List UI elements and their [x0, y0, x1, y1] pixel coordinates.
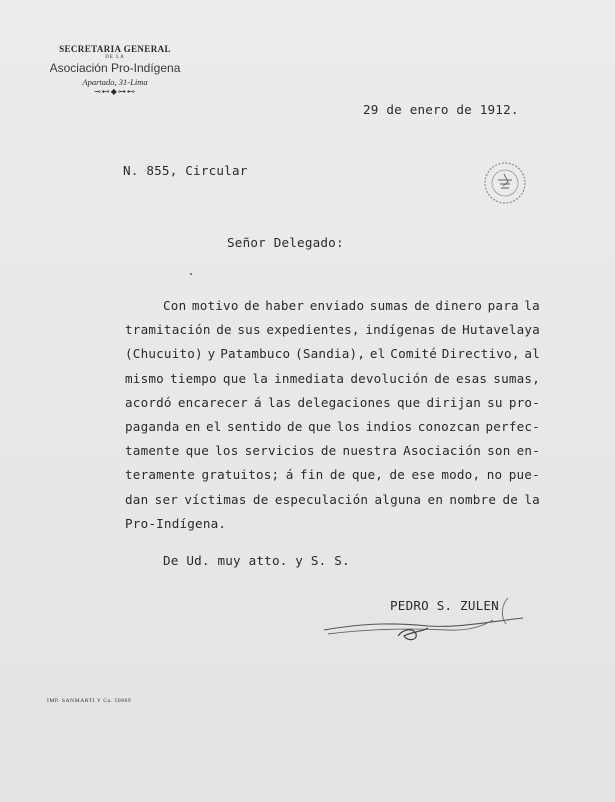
body-word: indios: [365, 418, 413, 434]
body-word: las: [267, 394, 292, 410]
body-word: dinero: [435, 298, 483, 313]
letterhead: [40, 44, 190, 96]
body-line: [125, 318, 540, 342]
body-word: pue-: [508, 467, 540, 483]
body-word: en: [184, 418, 201, 434]
body-word: los: [215, 443, 239, 459]
body-word: indígenas: [365, 322, 436, 338]
body-word: son: [487, 443, 511, 459]
body-word: motivo: [191, 298, 239, 313]
body-word: ser: [154, 491, 179, 507]
letter-body: [125, 294, 540, 536]
signer-name: PEDRO S. ZULEN: [390, 598, 499, 613]
body-word: la: [524, 491, 540, 507]
body-line: [125, 294, 540, 318]
body-word: Pro-Indígena.: [125, 515, 227, 531]
body-word: de: [434, 370, 450, 386]
body-word: dirijan: [426, 394, 481, 410]
body-word: de: [440, 322, 457, 338]
body-word: ese: [411, 467, 435, 483]
body-line: [125, 415, 540, 439]
body-word: que: [307, 418, 332, 434]
body-word: acordó: [125, 394, 172, 410]
body-word: dan: [125, 491, 149, 507]
body-word: sentido: [227, 418, 282, 434]
body-word: nuestra: [342, 443, 398, 459]
body-word: de: [244, 298, 260, 313]
body-word: sus: [237, 322, 261, 338]
salutation: Señor Delegado:: [227, 235, 344, 250]
body-word: y: [207, 346, 216, 362]
body-word: modo,: [441, 467, 481, 483]
body-word: nombre: [449, 491, 497, 507]
body-word: que: [397, 394, 421, 410]
body-word: enviado: [309, 298, 365, 313]
body-word: para: [487, 298, 519, 313]
body-word: su: [487, 394, 503, 410]
letterhead-organization: SECRETARIA GENERAL: [59, 44, 171, 54]
body-word: á: [285, 467, 294, 483]
body-word: de: [252, 491, 269, 507]
body-word: esas: [456, 370, 488, 386]
body-word: en-: [516, 443, 540, 459]
body-word: de: [502, 491, 519, 507]
body-word: perfec-: [485, 418, 540, 434]
body-word: el: [205, 418, 222, 434]
body-word: pro-: [508, 394, 540, 410]
body-word: especulación: [274, 491, 369, 507]
body-word: inmediata: [274, 370, 345, 386]
body-word: sumas,: [493, 370, 540, 386]
body-word: de: [216, 322, 232, 338]
body-word: haber: [265, 298, 305, 313]
letter-date: 29 de enero de 1912.: [363, 102, 519, 117]
body-word: tamente: [125, 443, 180, 459]
body-word: gratuitos;: [201, 467, 280, 483]
body-word: devolución: [350, 370, 429, 386]
body-word: al: [524, 346, 540, 362]
body-word: Directivo,: [441, 346, 520, 362]
body-word: tramitación: [125, 322, 211, 338]
body-word: no: [486, 467, 503, 483]
body-word: delegaciones: [297, 394, 391, 410]
body-line: [125, 512, 540, 536]
body-word: de: [286, 418, 303, 434]
body-line: [125, 439, 540, 463]
body-word: (Chucuito): [125, 346, 203, 362]
body-word: en: [427, 491, 444, 507]
body-word: el: [369, 346, 386, 362]
body-word: que: [222, 370, 247, 386]
body-word: sumas: [369, 298, 409, 313]
circular-reference: N. 855, Circular: [123, 163, 248, 178]
body-word: Comité: [390, 346, 437, 362]
letterhead-ornament: ⊸⊷◆⊶⊷: [94, 87, 136, 96]
body-word: teramente: [125, 467, 196, 483]
body-line: [125, 367, 540, 391]
printer-imprint: IMP. SANMARTI Y Ca. 50889: [47, 698, 132, 704]
body-word: de: [414, 298, 430, 313]
body-line: [125, 488, 540, 512]
body-word: mismo: [125, 370, 164, 386]
body-word: la: [252, 370, 268, 386]
ink-speck: [190, 273, 192, 275]
body-word: los: [336, 418, 361, 434]
body-word: que: [185, 443, 209, 459]
letterhead-name: Asociación Pro-Indígena: [49, 61, 181, 75]
body-line: [125, 391, 540, 415]
body-word: Hutavelaya: [462, 322, 540, 338]
body-word: que,: [351, 467, 384, 483]
closing-line: De Ud. muy atto. y S. S.: [163, 553, 350, 568]
body-word: víctimas: [184, 491, 247, 507]
body-word: á: [254, 394, 262, 410]
body-word: de: [329, 467, 346, 483]
body-word: alguna: [374, 491, 422, 507]
body-word: paganda: [125, 418, 180, 434]
body-word: (Sandia),: [295, 346, 366, 362]
body-line: [125, 463, 540, 487]
body-word: tiempo: [170, 370, 217, 386]
body-word: Patambuco: [220, 346, 291, 362]
body-line: [125, 342, 540, 366]
body-word: de: [320, 443, 337, 459]
body-word: Con: [163, 298, 187, 313]
body-word: conozcan: [417, 418, 481, 434]
letterhead-connector: DE LA: [105, 55, 125, 60]
body-word: de: [389, 467, 406, 483]
body-word: expedientes,: [266, 322, 360, 338]
library-stamp-icon: [482, 160, 528, 211]
body-word: fin: [300, 467, 324, 483]
body-word: servicios: [244, 443, 315, 459]
body-word: la: [524, 298, 540, 313]
body-word: encarecer: [177, 394, 248, 410]
body-word: Asociación: [403, 443, 481, 459]
letterhead-address: Apartado, 31-Lima: [82, 77, 148, 87]
